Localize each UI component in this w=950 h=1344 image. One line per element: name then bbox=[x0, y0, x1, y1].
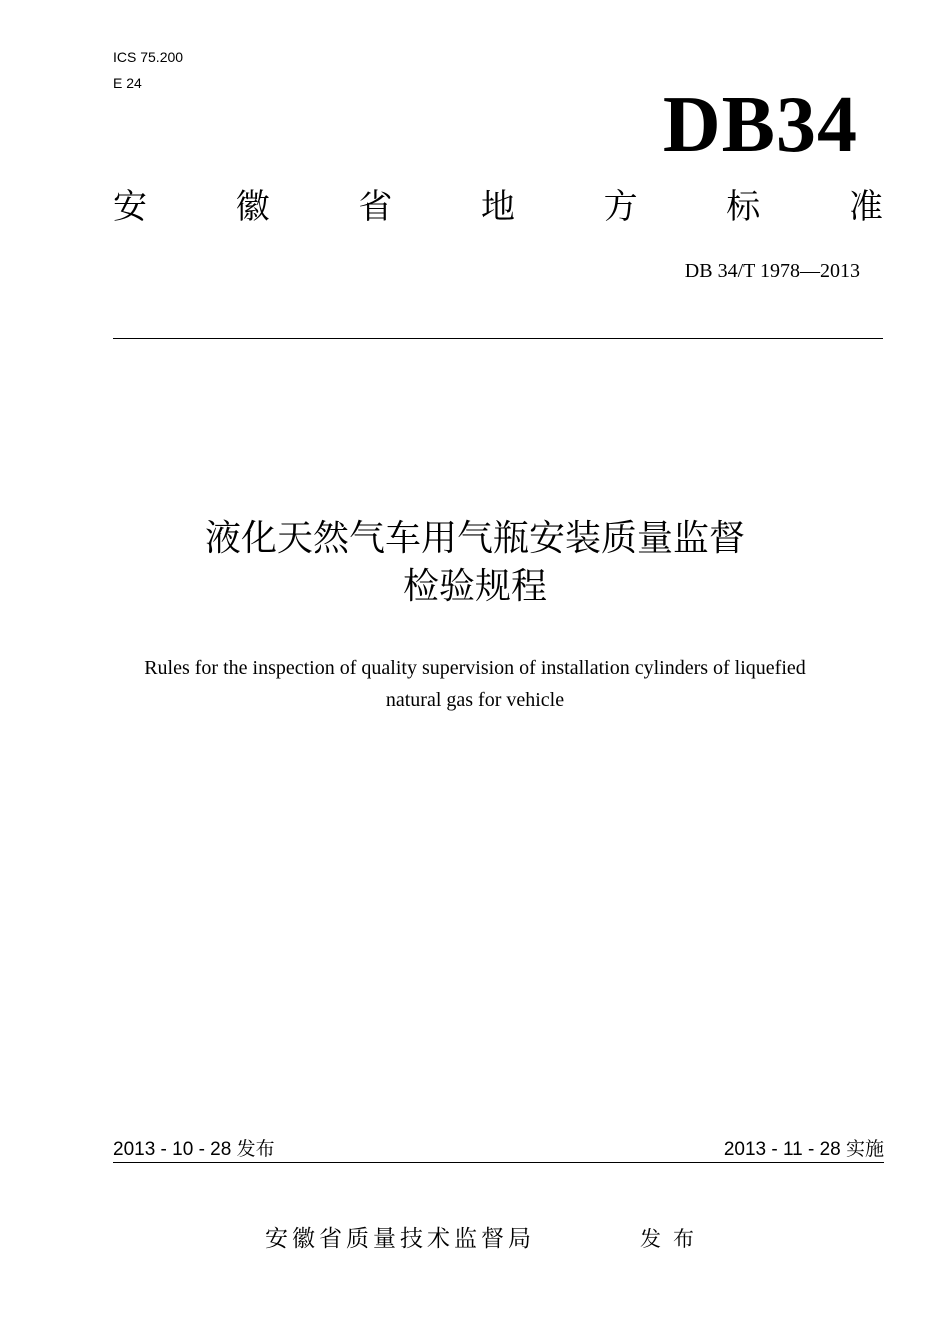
publish-label: 发布 bbox=[640, 1227, 706, 1251]
english-title-line-1: Rules for the inspection of quality supervision of installation cylinders of liquefied bbox=[144, 657, 806, 679]
chinese-title bbox=[0, 515, 950, 611]
english-title-line-2: natural gas for vehicle bbox=[385, 689, 565, 711]
header-divider bbox=[113, 338, 883, 339]
chinese-title-line-2: 检验规程 bbox=[402, 566, 547, 607]
standard-type-char: 地 bbox=[480, 187, 515, 227]
footer-divider bbox=[113, 1162, 884, 1163]
english-title bbox=[0, 652, 950, 716]
implementation-date: 2013 - 11 - 28 实施 bbox=[723, 1139, 884, 1160]
standard-type-char: 徽 bbox=[235, 187, 270, 227]
issue-date: 2013 - 10 - 28 发布 bbox=[113, 1139, 275, 1160]
standard-number: DB 34/T 1978—2013 bbox=[684, 260, 860, 282]
ics-code: ICS 75.200 bbox=[113, 49, 184, 65]
standard-type-char: 准 bbox=[848, 187, 883, 227]
standard-type-char: 方 bbox=[603, 187, 638, 227]
classification-code: E 24 bbox=[113, 75, 142, 91]
standard-type-char: 安 bbox=[113, 187, 147, 227]
standard-type bbox=[113, 184, 883, 230]
publisher: 安徽省质量技术监督局 bbox=[265, 1226, 535, 1252]
standard-type-char: 标 bbox=[726, 187, 761, 227]
chinese-title-line-1: 液化天然气车用气瓶安装质量监督 bbox=[204, 518, 745, 559]
db-logo: DB34 bbox=[662, 81, 858, 169]
standard-type-char: 省 bbox=[358, 187, 393, 227]
